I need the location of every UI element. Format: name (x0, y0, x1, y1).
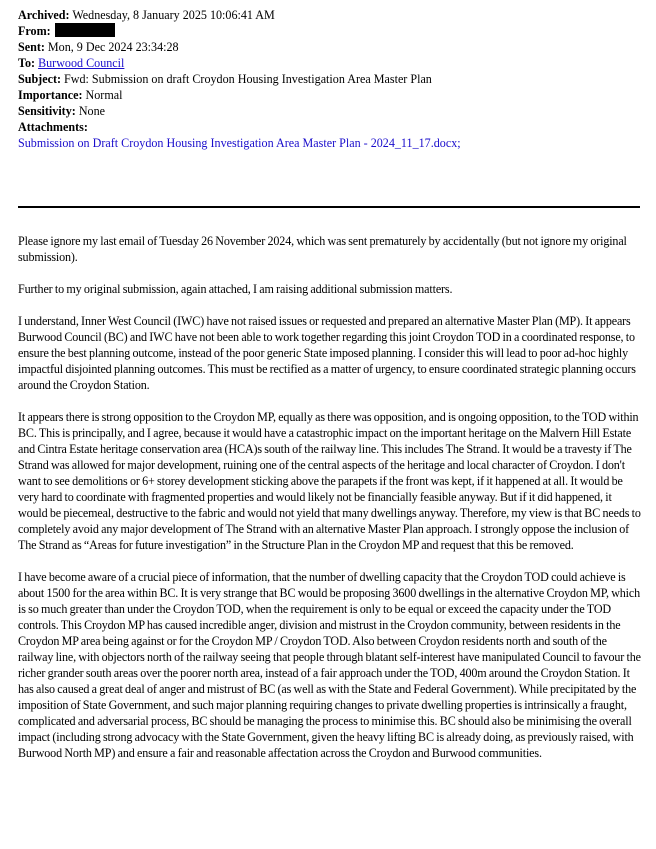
to-label: To: (18, 56, 36, 70)
sensitivity-label: Sensitivity: (18, 104, 76, 118)
attachments-row (18, 119, 640, 135)
email-header (18, 7, 640, 151)
attachments-label: Attachments: (18, 120, 88, 134)
body-paragraph: I understand, Inner West Council (IWC) have not raised issues or requested and prepared an alternative Master Plan (MP). It appears Burwood Council (BC) and IWC have not been able to work together regarding this joint Croydon TOD in a coordinated response, to ensure the best planning outcome, instead of the poor generic State imposed planning. I consider this will lead to poor ad-hoc highly impactful disjointed planning outcomes. This must be rectified as a matter of urgency, to ensure coordinated strategic planning occurs around the Croydon Station. (18, 314, 636, 392)
email-body (18, 233, 642, 777)
sent-label: Sent: (18, 40, 45, 54)
attachment-link[interactable]: Submission on Draft Croydon Housing Investigation Area Master Plan - 2024_11_17.docx; (18, 136, 461, 150)
sent-value: Mon, 9 Dec 2024 23:34:28 (47, 40, 179, 54)
body-paragraph: Further to my original submission, again attached, I am raising additional submission matters. (18, 282, 453, 296)
body-paragraph: Please ignore my last email of Tuesday 26 November 2024, which was sent prematurely by accidentally (but not ignore my original submission). (18, 234, 627, 264)
subject-value: Fwd: Submission on draft Croydon Housing Investigation Area Master Plan (64, 72, 432, 86)
importance-row (18, 87, 640, 103)
subject-label: Subject: (18, 72, 61, 86)
to-row (18, 55, 640, 71)
archived-value: Wednesday, 8 January 2025 10:06:41 AM (72, 8, 275, 22)
importance-label: Importance: (18, 88, 83, 102)
body-paragraph: I have become aware of a crucial piece of information, that the number of dwelling capacity that the Croydon TOD could achieve is about 1500 for the area within BC. It is very strange that BC would be proposing 3600 dwellings in the alternative Croydon MP, which is so much greater than under the Croydon TOD, when the requirement is only to be equal or exceed the capacity under the TOD controls. This Croydon MP has caused incredible anger, division and mistrust in the Croydon community, between residents in the Croydon MP area being against or for the Croydon MP / Croydon TOD. Also between Croydon residents north and south of the railway line, with objectors north of the railway seeing that people through blatant self-interest have manipulated Council to favour the richer grander south areas over the poorer north area, instead of a fair approach under the TOD, 400m around the Croydon Station. It has also caused a great deal of anger and mistrust of BC (as well as with the State and Federal Government). While precipitated by the imposition of State Government, and such major planning requiring changes to private dwelling properties is intrinsically a fraught, complicated and adversarial process, BC should be managing the process to minimise this. BC should also be minimising the overall impact (including strong advocacy with the State Government, given the heavy lifting BC is already doing, as previously raised, with Burwood North MP) and ensure a fair and reasonable affectation across the Croydon and Burwood communities. (18, 570, 641, 760)
sensitivity-row (18, 103, 640, 119)
importance-value: Normal (85, 88, 123, 102)
archived-label: Archived: (18, 8, 70, 22)
sent-row (18, 39, 640, 55)
from-label: From: (18, 24, 51, 38)
attachment-row (18, 135, 640, 151)
to-link[interactable]: Burwood Council (38, 56, 125, 70)
redacted-sender (55, 23, 115, 37)
archived-row (18, 7, 640, 23)
body-paragraph: It appears there is strong opposition to the Croydon MP, equally as there was opposition, and is ongoing opposition, to the TOD within BC. This is principally, and I agree, because it would have a catastrophic impact on the important heritage on the Malvern Hill Estate and Cintra Estate heritage conservation area (HCA)s south of the railway line. This includes The Strand. It would be a travesty if The Strand was allowed for major development, ruining one of the central aspects of the heritage and local character of Croydon. I don't want to see demolitions or 6+ storey development sticking above the parapets if the front was kept, if it happened at all. It would be very hard to coordinate with fragmented properties and would likely not be financially feasible anyway. But if it did happened, it would be piecemeal, destructive to the fabric and would not yield that many dwellings anyway. Therefore, my view is that BC needs to completely avoid any major development of The Strand with an alternative Master Plan approach. I strongly oppose the inclusion of The Strand as “Areas for future investigation” in the Structure Plan in the Croydon MP and request that this be removed. (18, 410, 641, 552)
header-divider (18, 206, 640, 208)
sensitivity-value: None (78, 104, 106, 118)
subject-row (18, 71, 640, 87)
from-row (18, 23, 640, 39)
